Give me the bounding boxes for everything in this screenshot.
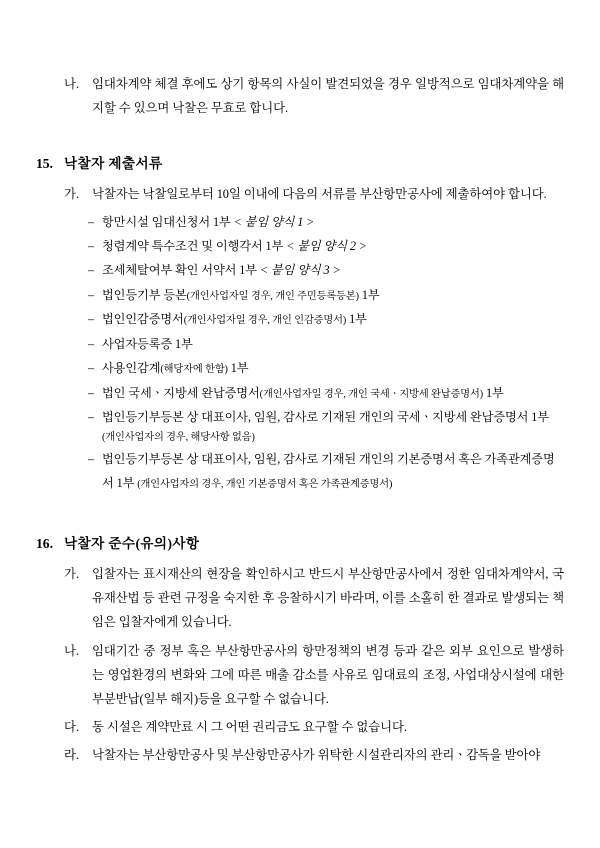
dash-marker: – (88, 263, 95, 278)
section-title: 낙찰자 준수(유의)사항 (64, 536, 200, 552)
list-item-text (102, 308, 564, 331)
list-item (88, 284, 564, 307)
list-item (88, 211, 564, 234)
paragraph-16-na (64, 639, 564, 712)
section-heading-15 (36, 152, 564, 172)
attachment-ref: < 붙임 양식 1 > (233, 214, 315, 229)
list-item-main: 청렴계약 특수조건 및 이행각서 1부 (102, 238, 287, 253)
list-item-main: 사업자등록증 1부 (102, 336, 193, 351)
list-item-note: (개인사업자의 경우, 개인 기본증명서 혹은 가족관계증명서) (137, 478, 393, 490)
paragraph-marker: 다. (64, 720, 80, 735)
list-item-note: (개인사업자일 경우, 개인 주민등록등본) (186, 290, 359, 302)
paragraph-text: 동 시설은 계약만료 시 그 어떤 권리금도 요구할 수 없습니다. (92, 720, 407, 735)
paragraph-16-ka (64, 562, 564, 635)
list-item-text (102, 284, 564, 307)
list-item (88, 357, 564, 380)
list-item-text (102, 382, 564, 405)
list-item-tail: 1부 (483, 385, 504, 400)
list-item-text (102, 333, 564, 356)
list-item-note: (개인사업자일 경우, 개인 국세ㆍ지방세 완납증명서) (259, 388, 484, 400)
spacer (36, 124, 564, 130)
section-number: 15. (36, 156, 53, 172)
list-item-subnote: (개인사업자의 경우, 해당사항 없음) (102, 432, 255, 444)
paragraph-text: 임대기간 중 정부 혹은 부산항만공사의 항만정책의 변경 등과 같은 외부 요인으로 발생하는 영업환경의 변화와 그에 따른 매출 감소를 사유로 임대료의 조정, 사업대상시설에 대한 부분반납(일부 해지)등을 요구할 수 없습니다. (92, 643, 564, 706)
dash-marker: – (88, 312, 95, 327)
section-title: 낙찰자 제출서류 (64, 156, 163, 172)
list-item-text (102, 406, 564, 447)
paragraph-16-ra (64, 743, 564, 767)
list-item-note: (해당자에 한함) (160, 364, 228, 376)
section-number: 16. (36, 536, 53, 552)
spacer (36, 496, 564, 510)
list-item-text (102, 357, 564, 380)
dash-marker: – (88, 385, 95, 400)
paragraph-marker: 나. (64, 77, 80, 91)
list-item (88, 448, 564, 495)
paragraph-text: 입찰자는 표시재산의 현장을 확인하시고 반드시 부산항만공사에서 정한 임대차계약서, 국유재산법 등 관련 규정을 숙지한 후 응찰하시기 바라며, 이를 소홀히 한 결과로 발생되는 책임은 입찰자에게 있습니다. (92, 567, 564, 630)
list-item (88, 406, 564, 447)
dash-marker: – (88, 238, 95, 253)
list-item-note: (개인사업자일 경우, 개인 인감증명서) (183, 315, 347, 327)
list-item (88, 308, 564, 331)
list-item-tail: 1부 (358, 287, 380, 302)
list-item-main: 법인등기부 등본 (102, 287, 187, 302)
paragraph-text: 임대차계약 체결 후에도 상기 항목의 사실이 발견되었을 경우 일방적으로 임대차계약을 해지할 수 있으며 낙찰은 무효로 합니다. (92, 77, 564, 116)
paragraph-na-top (64, 72, 564, 120)
dash-marker: – (88, 214, 95, 229)
list-item-tail: 1부 (346, 312, 367, 327)
document-content (36, 72, 564, 772)
attachment-ref: < 붙임 양식 3 > (259, 263, 341, 278)
list-item-tail: 1부 (227, 361, 249, 376)
list-item (88, 235, 564, 258)
list-item-text (102, 259, 564, 282)
dash-marker: – (88, 409, 95, 424)
dash-marker: – (88, 361, 95, 376)
list-item-text (102, 235, 564, 258)
dash-marker: – (88, 287, 95, 302)
paragraph-15-ka (64, 182, 564, 206)
paragraph-16-da (64, 715, 564, 739)
paragraph-marker: 가. (64, 567, 80, 582)
paragraph-text: 낙찰자는 부산항만공사 및 부산항만공사가 위탁한 시설관리자의 관리ㆍ감독을 받아야 (92, 748, 541, 763)
paragraph-marker: 가. (64, 187, 80, 202)
section-heading-16 (36, 532, 564, 552)
dash-marker: – (88, 336, 95, 351)
dash-marker: – (88, 452, 95, 467)
list-item-main: 법인등기부등본 상 대표이사, 임원, 감사로 기재된 개인의 기본증명서 혹은 가족관계증명서 1부 (102, 452, 555, 490)
list-item-main: 사용인감계 (102, 361, 161, 376)
list-item-main: 법인등기부등본 상 대표이사, 임원, 감사로 기재된 개인의 국세ㆍ지방세 완납증명서 1부 (102, 409, 549, 424)
list-item-main: 조세체탈여부 확인 서약서 1부 (102, 263, 260, 278)
list-item-main: 법인인감증명서 (102, 312, 184, 327)
attachment-ref: < 붙임 양식 2 > (286, 238, 367, 253)
paragraph-marker: 나. (64, 643, 80, 658)
list-item-text (102, 211, 564, 234)
list-item-main: 법인 국세ㆍ지방세 완납증명서 (102, 385, 260, 400)
list-item-main: 항만시설 임대신청서 1부 (102, 214, 234, 229)
list-item-text (102, 448, 564, 495)
list-item (88, 333, 564, 356)
list-item (88, 259, 564, 282)
paragraph-marker: 라. (64, 748, 80, 763)
submission-document-list (36, 211, 564, 495)
list-item (88, 382, 564, 405)
paragraph-text: 낙찰자는 낙찰일로부터 10일 이내에 다음의 서류를 부산항만공사에 제출하여야 합니다. (92, 187, 547, 202)
